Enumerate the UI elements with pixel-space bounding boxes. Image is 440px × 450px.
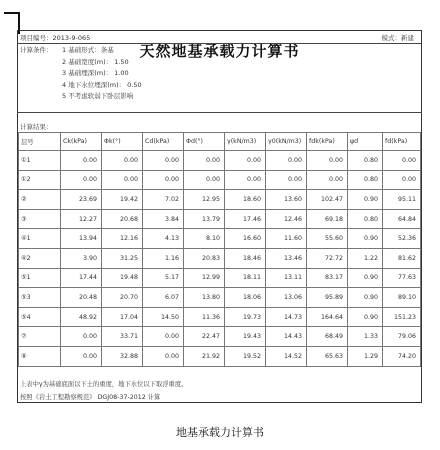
table-cell: 14.43 [266, 327, 307, 347]
table-cell: 17.04 [102, 307, 143, 327]
layer-id-cell: ⑤1 [19, 268, 61, 288]
table-row [19, 209, 421, 229]
column-header: Cd(kPa) [143, 133, 184, 151]
column-header: Φk(°) [102, 133, 143, 151]
layer-id-cell: ⑦ [19, 327, 61, 347]
table-cell: 0.90 [348, 268, 383, 288]
table-cell: 0.00 [184, 170, 225, 190]
table-cell: 0.00 [266, 151, 307, 171]
table-cell: 19.73 [225, 307, 266, 327]
table-cell: 13.80 [184, 288, 225, 308]
footnote: 按照《岩土工程勘察规范》 DGJ08-37-2012 计算 [20, 394, 161, 401]
table-cell: 13.46 [266, 248, 307, 268]
table-cell: 3.90 [61, 248, 102, 268]
table-cell: 14.73 [266, 307, 307, 327]
table-cell: 16.60 [225, 229, 266, 249]
table-cell: 0.00 [61, 327, 102, 347]
table-cell: 0.00 [307, 151, 348, 171]
table-cell: 17.44 [61, 268, 102, 288]
table-cell: 13.94 [61, 229, 102, 249]
table-cell: 0.00 [102, 151, 143, 171]
table-cell: 11.60 [266, 229, 307, 249]
column-header: fdk(kPa) [307, 133, 348, 151]
condition-item: 1 基础形式：条基 [62, 46, 114, 54]
table-row [19, 170, 421, 190]
divider [17, 112, 422, 113]
divider [17, 43, 422, 44]
table-cell: 0.00 [225, 151, 266, 171]
table-cell: 0.90 [348, 288, 383, 308]
table-cell: 33.71 [102, 327, 143, 347]
layer-id-cell: ② [19, 190, 61, 210]
table-cell: 13.06 [266, 288, 307, 308]
table-cell: 64.84 [383, 209, 421, 229]
table-cell: 6.07 [143, 288, 184, 308]
table-cell: 48.92 [61, 307, 102, 327]
table-cell: 89.10 [383, 288, 421, 308]
table-cell: 0.00 [102, 170, 143, 190]
table-cell: 0.00 [266, 170, 307, 190]
condition-item: 3 基础埋深(m)： 1.00 [62, 69, 129, 77]
table-cell: 14.52 [266, 346, 307, 366]
table-cell: 1.22 [348, 248, 383, 268]
table-cell: 20.68 [102, 209, 143, 229]
table-cell: 65.63 [307, 346, 348, 366]
table-cell: 32.88 [102, 346, 143, 366]
table-cell: 20.48 [61, 288, 102, 308]
table-cell: 13.60 [266, 190, 307, 210]
table-cell: 81.62 [383, 248, 421, 268]
table-cell: 95.89 [307, 288, 348, 308]
table-cell: 0.00 [143, 151, 184, 171]
table-row [19, 151, 421, 171]
table-cell: 12.16 [102, 229, 143, 249]
table-cell: 0.90 [348, 190, 383, 210]
table-cell: 0.00 [61, 346, 102, 366]
table-cell: 13.11 [266, 268, 307, 288]
table-cell: 55.60 [307, 229, 348, 249]
table-cell: 0.80 [348, 170, 383, 190]
layer-id-cell: ⑤3 [19, 288, 61, 308]
table-cell: 164.64 [307, 307, 348, 327]
table-cell: 0.00 [143, 346, 184, 366]
project-number: 项目编号：2013-9-065 [20, 34, 91, 42]
table-row [19, 327, 421, 347]
table-cell: 0.00 [383, 151, 421, 171]
column-header: γ(kN/m3) [225, 133, 266, 151]
table-cell: 23.69 [61, 190, 102, 210]
table-cell: 7.02 [143, 190, 184, 210]
layer-id-cell: ⑧ [19, 346, 61, 366]
figure-caption: 地基承载力计算书 [176, 426, 264, 439]
table-row [19, 190, 421, 210]
condition-item: 4 地下水位埋深(m)： 0.50 [62, 80, 142, 89]
table-cell: 19.43 [225, 327, 266, 347]
table-cell: 20.83 [184, 248, 225, 268]
layer-id-cell: ④1 [19, 229, 61, 249]
table-cell: 12.99 [184, 268, 225, 288]
results-table [18, 132, 421, 367]
table-cell: 72.72 [307, 248, 348, 268]
condition-row [20, 68, 422, 80]
table-cell: 19.42 [102, 190, 143, 210]
table-cell: 18.46 [225, 248, 266, 268]
table-cell: 74.20 [383, 346, 421, 366]
column-header: ψd [348, 133, 383, 151]
layer-id-cell: ①1 [19, 151, 61, 171]
table-cell: 20.70 [102, 288, 143, 308]
table-cell: 77.63 [383, 268, 421, 288]
table-cell: 0.80 [348, 209, 383, 229]
condition-row [20, 57, 422, 69]
table-cell: 69.18 [307, 209, 348, 229]
table-cell: 19.52 [225, 346, 266, 366]
table-row [19, 288, 421, 308]
table-row [19, 346, 421, 366]
table-cell: 18.06 [225, 288, 266, 308]
table-cell: 1.16 [143, 248, 184, 268]
condition-row [20, 80, 422, 92]
table-cell: 4.13 [143, 229, 184, 249]
table-row [19, 307, 421, 327]
table-cell: 151.23 [383, 307, 421, 327]
table-row [19, 268, 421, 288]
table-cell: 8.10 [184, 229, 225, 249]
table-cell: 79.06 [383, 327, 421, 347]
table-cell: 18.60 [225, 190, 266, 210]
table-cell: 0.00 [184, 151, 225, 171]
table-cell: 52.36 [383, 229, 421, 249]
layer-id-cell: ①2 [19, 170, 61, 190]
table-cell: 1.33 [348, 327, 383, 347]
table-cell: 21.92 [184, 346, 225, 366]
column-header: Φd(°) [184, 133, 225, 151]
condition-row [20, 91, 422, 103]
table-cell: 83.17 [307, 268, 348, 288]
table-cell: 22.47 [184, 327, 225, 347]
condition-row [20, 45, 422, 57]
mode-label: 模式：新建 [381, 34, 414, 42]
table-cell: 0.00 [143, 327, 184, 347]
table-header-row [19, 133, 421, 151]
table-cell: 0.00 [383, 170, 421, 190]
table-cell: 13.79 [184, 209, 225, 229]
layer-id-cell: ⑤4 [19, 307, 61, 327]
table-cell: 31.25 [102, 248, 143, 268]
column-header: 层号 [19, 133, 61, 151]
table-cell: 0.00 [225, 170, 266, 190]
table-cell: 0.00 [307, 170, 348, 190]
calculation-conditions [20, 45, 422, 103]
table-cell: 12.46 [266, 209, 307, 229]
column-header: γ0(kN/m3) [266, 133, 307, 151]
condition-item: 5 不考虑软弱下卧层影响 [62, 92, 134, 100]
table-cell: 11.36 [184, 307, 225, 327]
table-cell: 0.90 [348, 229, 383, 249]
table-cell: 0.00 [143, 170, 184, 190]
layer-id-cell: ④2 [19, 248, 61, 268]
layer-id-cell: ③ [19, 209, 61, 229]
results-label: 计算结果： [20, 123, 53, 131]
condition-item: 2 基础宽度(m)： 1.50 [62, 57, 129, 66]
table-row [19, 248, 421, 268]
table-cell: 12.27 [61, 209, 102, 229]
table-cell: 102.47 [307, 190, 348, 210]
table-cell: 1.29 [348, 346, 383, 366]
table-cell: 95.11 [383, 190, 421, 210]
table-cell: 0.00 [61, 170, 102, 190]
table-cell: 0.00 [61, 151, 102, 171]
table-cell: 18.11 [225, 268, 266, 288]
table-cell: 5.17 [143, 268, 184, 288]
table-cell: 17.46 [225, 209, 266, 229]
table-cell: 12.95 [184, 190, 225, 210]
footnote: 上表中γ为基础底面以下土的重度，地下水位以下取浮重度。 [20, 381, 188, 388]
document-title: 天然地基承载力计算书 [139, 42, 300, 60]
table-cell: 3.84 [143, 209, 184, 229]
table-cell: 0.80 [348, 151, 383, 171]
table-cell: 14.50 [143, 307, 184, 327]
table-cell: 68.49 [307, 327, 348, 347]
table-cell: 0.90 [348, 307, 383, 327]
column-header: Ck(kPa) [61, 133, 102, 151]
conditions-label: 计算条件： [20, 46, 53, 54]
column-header: fd(kPa) [383, 133, 421, 151]
table-row [19, 229, 421, 249]
table-cell: 19.48 [102, 268, 143, 288]
